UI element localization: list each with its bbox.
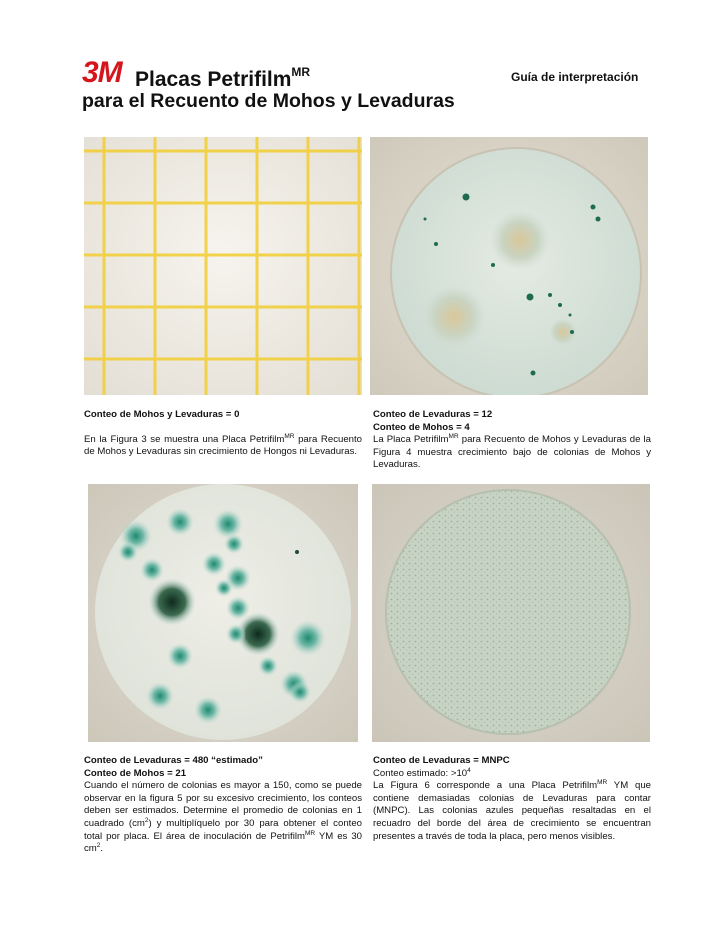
figure-5-sup-3: 2 [96,841,101,849]
figure-6-text-a: La Figura 6 corresponde a una Placa Petrifilm [373,780,598,792]
figure-5-photo [88,484,358,742]
figure-6-text-b: YM que contiene demasiadas colonias de Levaduras para contar (MNPC). Las colonias azules pequeñas resaltadas en el recuadro del borde del área de crecimiento se encuentran presentes a través de toda la placa, pero menos visibles. [373,780,651,842]
figure-5-text [84,780,362,856]
figure-4-heading-mold: Conteo de Mohos = 4 [373,421,470,433]
figure-4-caption [373,409,651,472]
figure-5-sup-2: MR [304,829,316,837]
figure-6-text [373,780,651,843]
figure-6-photo [372,484,650,742]
figure-5-heading-yeast: Conteo de Levaduras = 480 “estimado” [84,755,263,766]
figure-5-text-c: YM es 30 cm [84,830,362,855]
figure-6-estimate-text: Conteo estimado: >10 [373,767,468,779]
figure-6-heading: Conteo de Levaduras = MNPC [373,755,510,766]
product-mark: MR [291,65,311,79]
figure-3-text-b: para Recuento de Mohos y Levaduras sin crecimiento de Hongos ni Levaduras. [84,433,362,458]
figure-5-sup-1: 2 [144,816,149,824]
figure-4-heading-yeast: Conteo de Levaduras = 12 [373,409,493,420]
figure-5-text-b: ) y multiplíquelo por 30 para obtener el conteo total por placa. El área de inoculación de Petrifilm [84,817,362,842]
guide-label: Guía de interpretación [511,70,639,84]
product-name: Placas Petrifilm [135,68,292,91]
figure-3-mark: MR [284,432,295,440]
3m-logo: 3M [82,56,122,89]
product-title [135,61,310,93]
figure-4-text-a: La Placa Petrifilm [373,434,449,446]
figure-3-heading: Conteo de Mohos y Levaduras = 0 [84,409,240,420]
figure-5-caption [84,755,362,856]
figure-5-text-a: Cuando el número de colonias es mayor a 150, como se puede observar en la figura 5 por su excesivo crecimiento, los conteos deben ser estimados. Determine el promedio de colonias en 1 cuadrado (cm [84,780,362,829]
figure-4-photo [370,137,648,395]
figure-6-mark: MR [597,779,608,786]
figure-4-text-b: para Recuento de Mohos y Levaduras de la Figura 4 muestra crecimiento bajo de colonias de Mohos y Levaduras. [373,434,651,471]
page-subtitle: para el Recuento de Mohos y Levaduras [82,90,455,112]
figure-6-estimate [373,768,651,781]
figure-3-text-a: En la Figura 3 se muestra una Placa Petrifilm [84,433,285,445]
figure-6-caption [373,755,651,843]
figure-4-mark: MR [448,433,459,440]
figure-4-text [373,434,651,472]
figure-3-caption [84,409,362,459]
figure-3-photo [84,137,362,395]
figure-5-text-d: . [100,843,104,855]
figure-5-heading-mold: Conteo de Mohos = 21 [84,767,187,779]
figure-3-text [84,434,362,459]
figure-6-estimate-sup: 4 [467,766,471,774]
